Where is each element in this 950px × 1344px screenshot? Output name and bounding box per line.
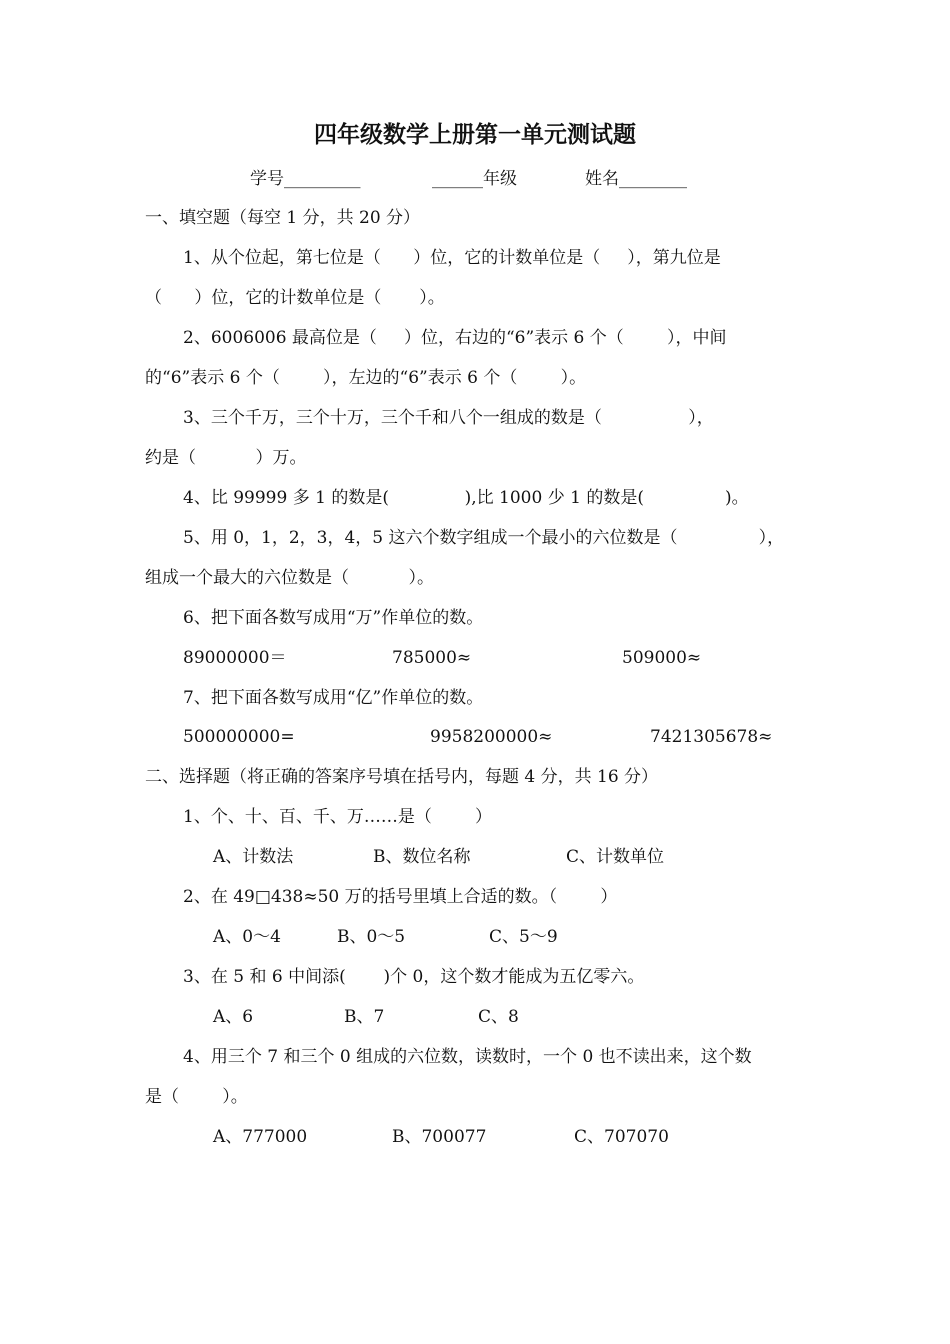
s1-q7: 7、把下面各数写成用“亿”作单位的数。 <box>183 688 484 708</box>
s2-q1-option: A、计数法 <box>213 847 294 867</box>
s2-q2: 2、在 49□438≈50 万的括号里填上合适的数。（ ） <box>183 887 618 907</box>
s1-q6: 6、把下面各数写成用“万”作单位的数。 <box>183 608 484 628</box>
s2-q3-option: B、7 <box>344 1007 385 1027</box>
student-number-field: 学号_________ <box>250 169 361 189</box>
s2-q4-option: A、777000 <box>213 1127 308 1147</box>
s2-q2-option: B、0～5 <box>337 927 406 947</box>
section2-heading: 二、选择题（将正确的答案序号填在括号内，每题 4 分，共 16 分） <box>145 767 659 787</box>
s2-q1-option: C、计数单位 <box>566 847 665 867</box>
s1-q7-item: 7421305678≈ <box>650 727 773 747</box>
s2-q1-option: B、数位名称 <box>373 847 471 867</box>
page-title: 四年级数学上册第一单元测试题 <box>314 121 636 148</box>
name-field: 姓名________ <box>585 169 687 189</box>
s1-q1-line1: 1、从个位起，第七位是（ ）位，它的计数单位是（ ），第九位是 <box>183 248 721 268</box>
s1-q1-line2: （ ）位，它的计数单位是（ ）。 <box>145 288 445 308</box>
s2-q4-line1: 4、用三个 7 和三个 0 组成的六位数，读数时，一个 0 也不读出来，这个数 <box>183 1047 752 1067</box>
grade-field: ______年级 <box>432 169 517 189</box>
s1-q6-item: 785000≈ <box>392 648 472 668</box>
s2-q3: 3、在 5 和 6 中间添( )个 0，这个数才能成为五亿零六。 <box>183 967 645 987</box>
s2-q3-option: C、8 <box>478 1007 519 1027</box>
s1-q3-line1: 3、三个千万，三个十万，三个千和八个一组成的数是（ ）， <box>183 408 714 428</box>
s2-q1: 1、个、十、百、千、万……是（ ） <box>183 807 493 827</box>
s2-q2-option: A、0～4 <box>213 927 281 947</box>
s2-q4-line2: 是（ ）。 <box>145 1087 248 1107</box>
s2-q4-option: C、707070 <box>574 1127 669 1147</box>
s2-q3-option: A、6 <box>213 1007 254 1027</box>
s1-q5-line2: 组成一个最大的六位数是（ ）。 <box>145 568 434 588</box>
s1-q7-item: 9958200000≈ <box>430 727 553 747</box>
s2-q2-option: C、5～9 <box>489 927 558 947</box>
section1-heading: 一、填空题（每空 1 分，共 20 分） <box>145 208 421 228</box>
s1-q2-line2: 的“6”表示 6 个（ ），左边的“6”表示 6 个（ ）。 <box>145 368 587 388</box>
s2-q4-option: B、700077 <box>392 1127 487 1147</box>
s1-q4: 4、比 99999 多 1 的数是( ),比 1000 少 1 的数是( )。 <box>183 488 749 508</box>
s1-q7-item: 500000000= <box>183 727 295 747</box>
s1-q6-item: 509000≈ <box>622 648 702 668</box>
s1-q6-item: 89000000＝ <box>183 648 287 668</box>
s1-q2-line1: 2、6006006 最高位是（ ）位，右边的“6”表示 6 个（ ），中间 <box>183 328 727 348</box>
s1-q3-line2: 约是（ ）万。 <box>145 448 307 468</box>
s1-q5-line1: 5、用 0，1，2，3，4，5 这六个数字组成一个最小的六位数是（ ）， <box>183 528 785 548</box>
